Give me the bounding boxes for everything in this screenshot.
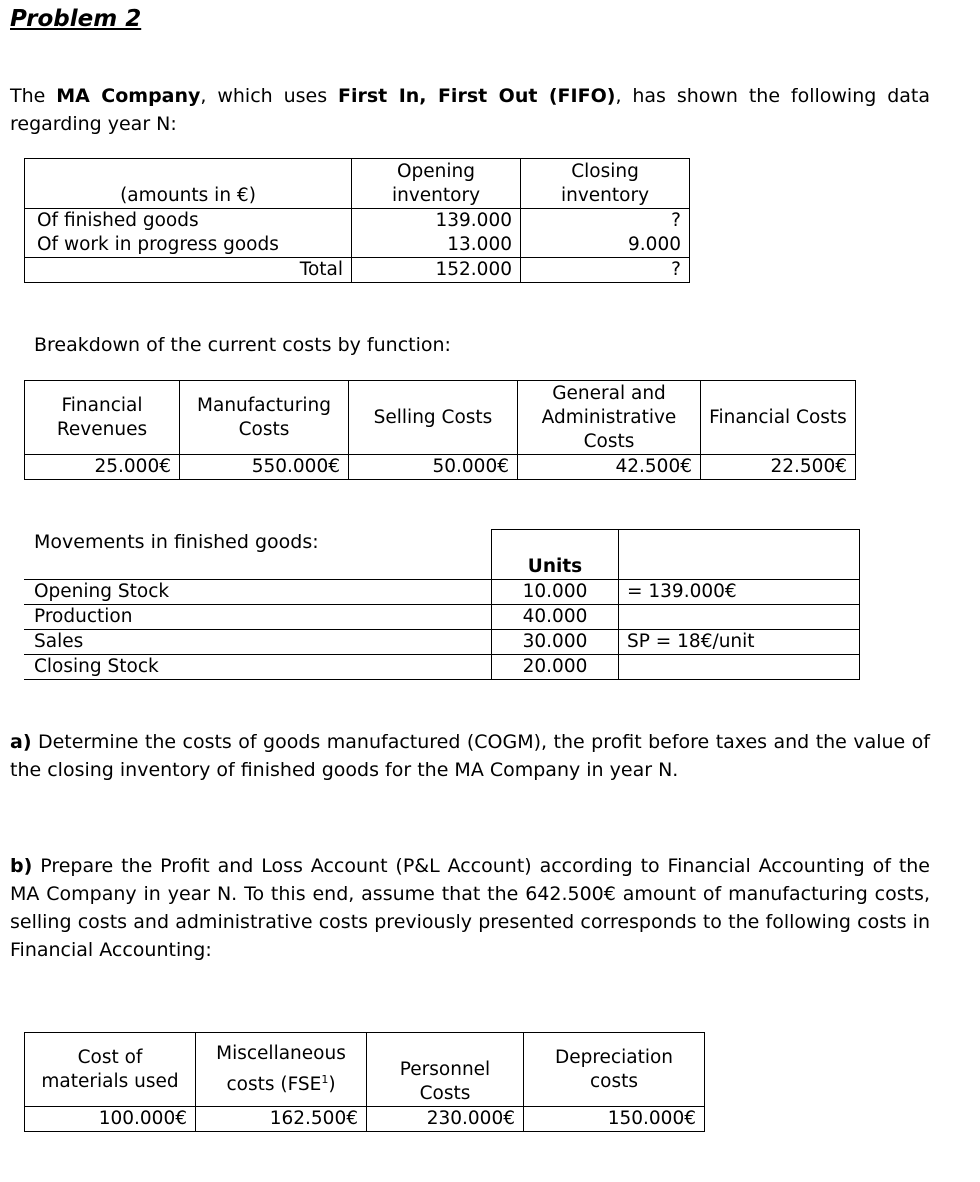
question-b-marker: b) [10, 855, 33, 877]
row-label: Opening Stock [24, 580, 492, 605]
opening-total: 152.000 [352, 258, 521, 283]
table-row [24, 605, 860, 630]
movements-label: Movements in finished goods: [34, 531, 319, 553]
header-misc-costs [196, 1033, 367, 1107]
table-row [25, 233, 690, 258]
header-financial-revenues: Financial Revenues [25, 381, 180, 455]
costs-by-function-table [24, 380, 856, 480]
units-value: 30.000 [492, 630, 619, 655]
value-financial-costs: 22.500€ [701, 455, 856, 480]
row-label: Closing Stock [24, 655, 492, 680]
breakdown-label: Breakdown of the current costs by function: [34, 334, 451, 356]
inventory-table [24, 158, 690, 283]
company-name: MA Company [56, 85, 201, 107]
units-value: 10.000 [492, 580, 619, 605]
value-personnel-costs: 230.000€ [367, 1107, 524, 1132]
intro-text-1: The [10, 85, 57, 107]
units-value: 20.000 [492, 655, 619, 680]
row-note: = 139.000€ [619, 580, 860, 605]
row-note [619, 605, 860, 630]
row-label: Sales [24, 630, 492, 655]
value-selling-costs: 50.000€ [349, 455, 518, 480]
intro-paragraph [10, 82, 930, 138]
misc-costs-close: ) [328, 1074, 336, 1096]
units-value: 40.000 [492, 605, 619, 630]
problem-title: Problem 2 [10, 6, 142, 32]
value-depreciation-costs: 150.000€ [524, 1107, 705, 1132]
financial-accounting-table [24, 1032, 705, 1132]
table-row [24, 580, 860, 605]
table-row [25, 209, 690, 234]
opening-value: 13.000 [352, 233, 521, 258]
row-label: Of work in progress goods [25, 233, 352, 258]
closing-total: ? [521, 258, 690, 283]
value-general-admin-costs: 42.500€ [518, 455, 701, 480]
header-depreciation-costs: Depreciation costs [524, 1033, 705, 1107]
header-selling-costs: Selling Costs [349, 381, 518, 455]
intro-text-3: , has shown the following data regarding year N: [10, 85, 930, 135]
header-personnel-costs: Personnel Costs [367, 1033, 524, 1107]
costing-method: First In, First Out (FIFO) [337, 85, 616, 107]
header-financial-costs: Financial Costs [701, 381, 856, 455]
header-manufacturing-costs: Manufacturing Costs [180, 381, 349, 455]
question-b-text: Prepare the Profit and Loss Account (P&L Account) according to Financial Accounting of the MA Company in year N. To this end, assume that the 642.500€ amount of manufacturing costs, selling costs and administrative costs previously presented corresponds to the following costs in Financial Accounting: [10, 855, 930, 961]
row-label: Of finished goods [25, 209, 352, 234]
intro-text-2: , which uses [200, 85, 338, 107]
footnote-marker: 1 [321, 1072, 329, 1086]
closing-inventory-header: Closing inventory [521, 159, 690, 209]
value-financial-revenues: 25.000€ [25, 455, 180, 480]
opening-inventory-header: Opening inventory [352, 159, 521, 209]
value-materials-cost: 100.000€ [25, 1107, 196, 1132]
header-materials-cost: Cost of materials used [25, 1033, 196, 1107]
table-row [25, 258, 690, 283]
row-note [619, 655, 860, 680]
value-misc-costs: 162.500€ [196, 1107, 367, 1132]
table-row [24, 655, 860, 680]
header-general-admin-costs: General and Administrative Costs [518, 381, 701, 455]
question-b [10, 852, 930, 964]
question-a-marker: a) [10, 731, 32, 753]
closing-value: 9.000 [521, 233, 690, 258]
question-a [10, 728, 930, 784]
closing-value: ? [521, 209, 690, 234]
empty-cell [619, 530, 860, 580]
table-row [24, 630, 860, 655]
opening-value: 139.000 [352, 209, 521, 234]
movements-table [24, 529, 860, 680]
row-note: SP = 18€/unit [619, 630, 860, 655]
question-a-text: Determine the costs of goods manufactured (COGM), the profit before taxes and the value of the closing inventory of finished goods for the MA Company in year N. [10, 731, 930, 781]
total-label: Total [25, 258, 352, 283]
units-header: Units [492, 530, 619, 580]
empty-cell [24, 530, 492, 580]
row-label: Production [24, 605, 492, 630]
value-manufacturing-costs: 550.000€ [180, 455, 349, 480]
misc-costs-label: Miscellaneous costs (FSE [216, 1042, 346, 1096]
amounts-header: (amounts in €) [25, 159, 352, 209]
